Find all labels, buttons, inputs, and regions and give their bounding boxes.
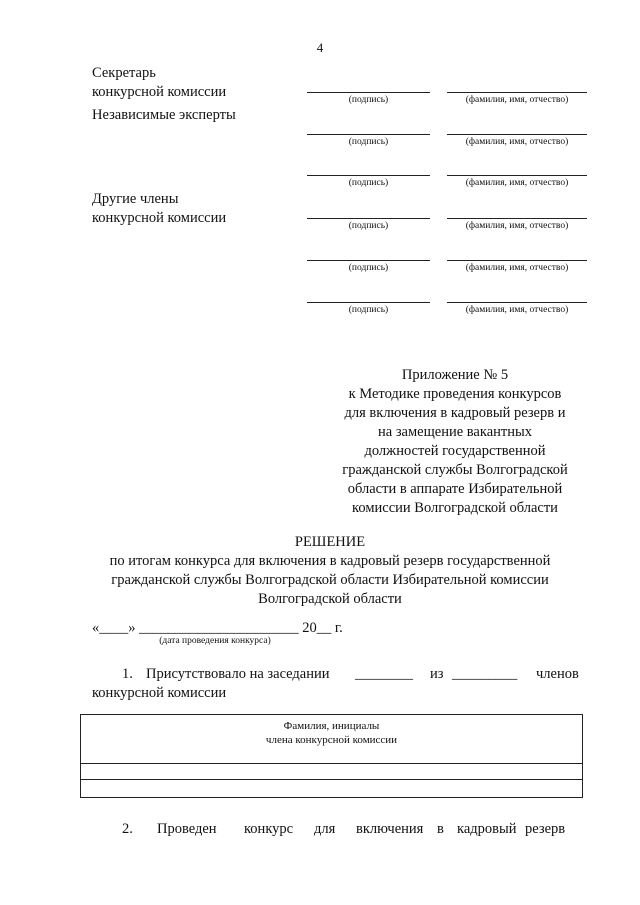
appendix-line: на замещение вакантных	[378, 424, 532, 440]
appendix-line: Приложение № 5	[401, 367, 509, 383]
table-header	[81, 715, 582, 747]
table-row-divider	[81, 779, 582, 780]
decision-subtitle-line: по итогам конкурса для включения в кадровый резерв государственной	[109, 553, 551, 569]
item1-text-a: Присутствовало на заседании	[146, 666, 330, 682]
appendix-line: должностей государственной	[364, 443, 546, 459]
item1-blank-b: _________	[452, 666, 518, 682]
date-year-prefix: 20	[302, 620, 317, 636]
page-number: 4	[316, 40, 324, 55]
signature-caption: (подпись)	[348, 263, 389, 273]
signature-line	[307, 134, 430, 135]
decision-title: РЕШЕНИЕ	[294, 534, 366, 550]
name-line	[447, 260, 587, 261]
date-close-quote: »	[128, 620, 136, 636]
decision-subtitle-line: гражданской службы Волгоградской области Избирательной комиссии	[111, 572, 549, 588]
appendix-line: для включения в кадровый резерв и	[344, 405, 566, 421]
signature-caption: (подпись)	[348, 178, 389, 188]
item2-word: Проведен	[157, 821, 217, 837]
secretary-label-line1: Секретарь	[92, 65, 156, 81]
experts-label: Независимые эксперты	[92, 107, 236, 123]
secretary-label-line2: конкурсной комиссии	[92, 84, 227, 100]
table-header-line1: Фамилия, инициалы	[283, 720, 380, 732]
name-caption: (фамилия, имя, отчество)	[465, 178, 569, 188]
name-caption: (фамилия, имя, отчество)	[465, 305, 569, 315]
signature-caption: (подпись)	[348, 305, 389, 315]
signature-line	[307, 302, 430, 303]
item2-word: включения	[356, 821, 424, 837]
name-line	[447, 92, 587, 93]
appendix-line: гражданской службы Волгоградской	[342, 462, 568, 478]
signature-line	[307, 175, 430, 176]
members-table	[80, 714, 583, 798]
item2-word: в	[437, 821, 444, 837]
name-caption: (фамилия, имя, отчество)	[465, 221, 569, 231]
signature-caption: (подпись)	[348, 95, 389, 105]
name-line	[447, 175, 587, 176]
date-month-blank: ______________________	[139, 620, 299, 636]
other-members-label-line1: Другие члены	[92, 191, 179, 207]
item1-number: 1.	[122, 666, 133, 682]
appendix-line: к Методике проведения конкурсов	[348, 386, 562, 402]
name-caption: (фамилия, имя, отчество)	[465, 137, 569, 147]
item1-blank-a: ________	[355, 666, 413, 682]
date-year-blank: __	[316, 620, 332, 636]
item2-word: резерв	[525, 821, 566, 837]
table-row-divider	[81, 763, 582, 764]
table-header-line2: члена конкурсной комиссии	[265, 734, 398, 746]
item2-number: 2.	[122, 821, 133, 837]
name-caption: (фамилия, имя, отчество)	[465, 263, 569, 273]
decision-heading	[80, 533, 580, 609]
other-members-label-line2: конкурсной комиссии	[92, 210, 227, 226]
item2-word: кадровый	[457, 821, 517, 837]
signature-line	[307, 92, 430, 93]
date-caption: (дата проведения конкурса)	[159, 636, 271, 646]
name-line	[447, 218, 587, 219]
item1-text-c: членов	[536, 666, 579, 682]
signature-line	[307, 218, 430, 219]
item2-word: конкурс	[244, 821, 294, 837]
signature-line	[307, 260, 430, 261]
appendix-line: комиссии Волгоградской области	[352, 500, 558, 516]
item2-word: для	[314, 821, 336, 837]
appendix-block	[325, 366, 585, 518]
signature-caption: (подпись)	[348, 137, 389, 147]
date-open-quote: «	[92, 620, 100, 636]
appendix-line: области в аппарате Избирательной	[347, 481, 563, 497]
name-caption: (фамилия, имя, отчество)	[465, 95, 569, 105]
date-day-blank: ____	[99, 620, 129, 636]
signature-caption: (подпись)	[348, 221, 389, 231]
item1-line2: конкурсной комиссии	[92, 685, 227, 701]
name-line	[447, 302, 587, 303]
date-year-suffix: г.	[334, 620, 343, 636]
item1-text-b: из	[430, 666, 444, 682]
name-line	[447, 134, 587, 135]
decision-subtitle-line: Волгоградской области	[258, 591, 402, 607]
